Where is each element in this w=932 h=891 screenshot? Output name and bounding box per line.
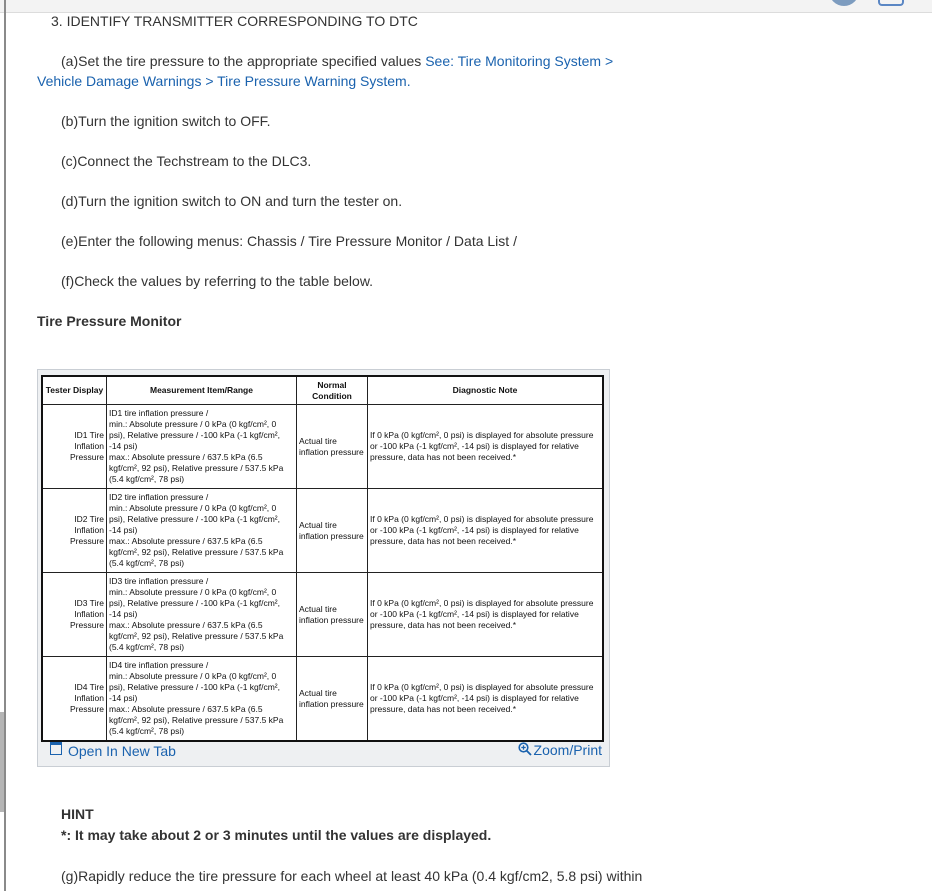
cell-display: ID1 Tire Inflation Pressure [42,405,107,489]
cell-normal: Actual tire inflation pressure [297,657,368,742]
step-b: (b)Turn the ignition switch to OFF. [61,113,271,129]
cell-display: ID4 Tire Inflation Pressure [42,657,107,742]
step-c: (c)Connect the Techstream to the DLC3. [61,153,312,169]
scrollbar[interactable] [0,712,4,812]
cell-measurement: ID1 tire inflation pressure / min.: Absolute pressure / 0 kPa (0 kgf/cm², 0 psi), Relative pressure / -100 kPa (-1 kgf/cm², -14 psi) max.: Absolute pressure / 637.5 kPa (6.5 kgf/cm², 92 psi), Relative pressure / 537.5 kPa (5.4 kgf/cm², 78 psi) [107,405,297,489]
cell-note: If 0 kPa (0 kgf/cm², 0 psi) is displayed for absolute pressure or -100 kPa (-1 kgf/cm², -14 psi) is displayed for relative pressure, data has not been received.* [368,573,604,657]
header-diagnostic-note: Diagnostic Note [368,376,604,405]
cell-normal: Actual tire inflation pressure [297,405,368,489]
top-toolbar [0,0,932,13]
header-measurement: Measurement Item/Range [107,376,297,405]
table-row [42,573,603,657]
step-a [61,53,613,69]
cell-measurement: ID4 tire inflation pressure / min.: Absolute pressure / 0 kPa (0 kgf/cm², 0 psi), Relative pressure / -100 kPa (-1 kgf/cm², -14 psi) max.: Absolute pressure / 637.5 kPa (6.5 kgf/cm², 92 psi), Relative pressure / 537.5 kPa (5.4 kgf/cm², 78 psi) [107,657,297,742]
hint-text: *: It may take about 2 or 3 minutes until the values are displayed. [61,827,492,843]
table-row [42,489,603,573]
reference-link-part2[interactable]: Vehicle Damage Warnings > Tire Pressure Warning System. [37,73,411,89]
cell-normal: Actual tire inflation pressure [297,573,368,657]
zoom-print-link[interactable] [518,742,602,758]
user-avatar[interactable] [829,0,859,6]
cell-note: If 0 kPa (0 kgf/cm², 0 psi) is displayed for absolute pressure or -100 kPa (-1 kgf/cm², -14 psi) is displayed for relative pressure, data has not been received.* [368,657,604,742]
cell-note: If 0 kPa (0 kgf/cm², 0 psi) is displayed for absolute pressure or -100 kPa (-1 kgf/cm², -14 psi) is displayed for relative pressure, data has not been received.* [368,489,604,573]
cell-note: If 0 kPa (0 kgf/cm², 0 psi) is displayed for absolute pressure or -100 kPa (-1 kgf/cm², -14 psi) is displayed for relative pressure, data has not been received.* [368,405,604,489]
hint-label: HINT [61,806,94,822]
step-g: (g)Rapidly reduce the tire pressure for each wheel at least 40 kPa (0.4 kgf/cm2, 5.8 psi) within [61,868,643,884]
zoom-in-icon [518,742,532,758]
tire-pressure-table [41,375,604,742]
step-d: (d)Turn the ignition switch to ON and turn the tester on. [61,193,403,209]
step-title: 3. IDENTIFY TRANSMITTER CORRESPONDING TO DTC [51,13,418,29]
step-e: (e)Enter the following menus: Chassis / Tire Pressure Monitor / Data List / [61,233,517,249]
table-row [42,657,603,742]
header-tester-display: Tester Display [42,376,107,405]
cell-normal: Actual tire inflation pressure [297,489,368,573]
open-in-new-tab-link[interactable] [50,742,176,759]
table-figure [37,369,610,767]
left-border [4,0,6,891]
section-title: Tire Pressure Monitor [37,313,182,329]
table-header-row [42,376,603,405]
table-footer [50,742,602,760]
table-row [42,405,603,489]
open-tab-icon [50,742,62,755]
reference-link-part1[interactable]: See: Tire Monitoring System > [425,53,614,69]
step-f: (f)Check the values by referring to the table below. [61,273,374,289]
cell-measurement: ID2 tire inflation pressure / min.: Absolute pressure / 0 kPa (0 kgf/cm², 0 psi), Relative pressure / -100 kPa (-1 kgf/cm², -14 psi) max.: Absolute pressure / 637.5 kPa (6.5 kgf/cm², 92 psi), Relative pressure / 537.5 kPa (5.4 kgf/cm², 78 psi) [107,489,297,573]
zoom-print-label: Zoom/Print [533,742,602,758]
cell-display: ID3 Tire Inflation Pressure [42,573,107,657]
open-in-new-tab-label: Open In New Tab [68,743,176,759]
header-normal-condition: Normal Condition [297,376,368,405]
cell-display: ID2 Tire Inflation Pressure [42,489,107,573]
cell-measurement: ID3 tire inflation pressure / min.: Absolute pressure / 0 kPa (0 kgf/cm², 0 psi), Relative pressure / -100 kPa (-1 kgf/cm², -14 psi) max.: Absolute pressure / 637.5 kPa (6.5 kgf/cm², 92 psi), Relative pressure / 537.5 kPa (5.4 kgf/cm², 78 psi) [107,573,297,657]
toolbar-icon[interactable] [878,0,904,6]
step-a-text: (a)Set the tire pressure to the appropriate specified values [61,53,426,69]
